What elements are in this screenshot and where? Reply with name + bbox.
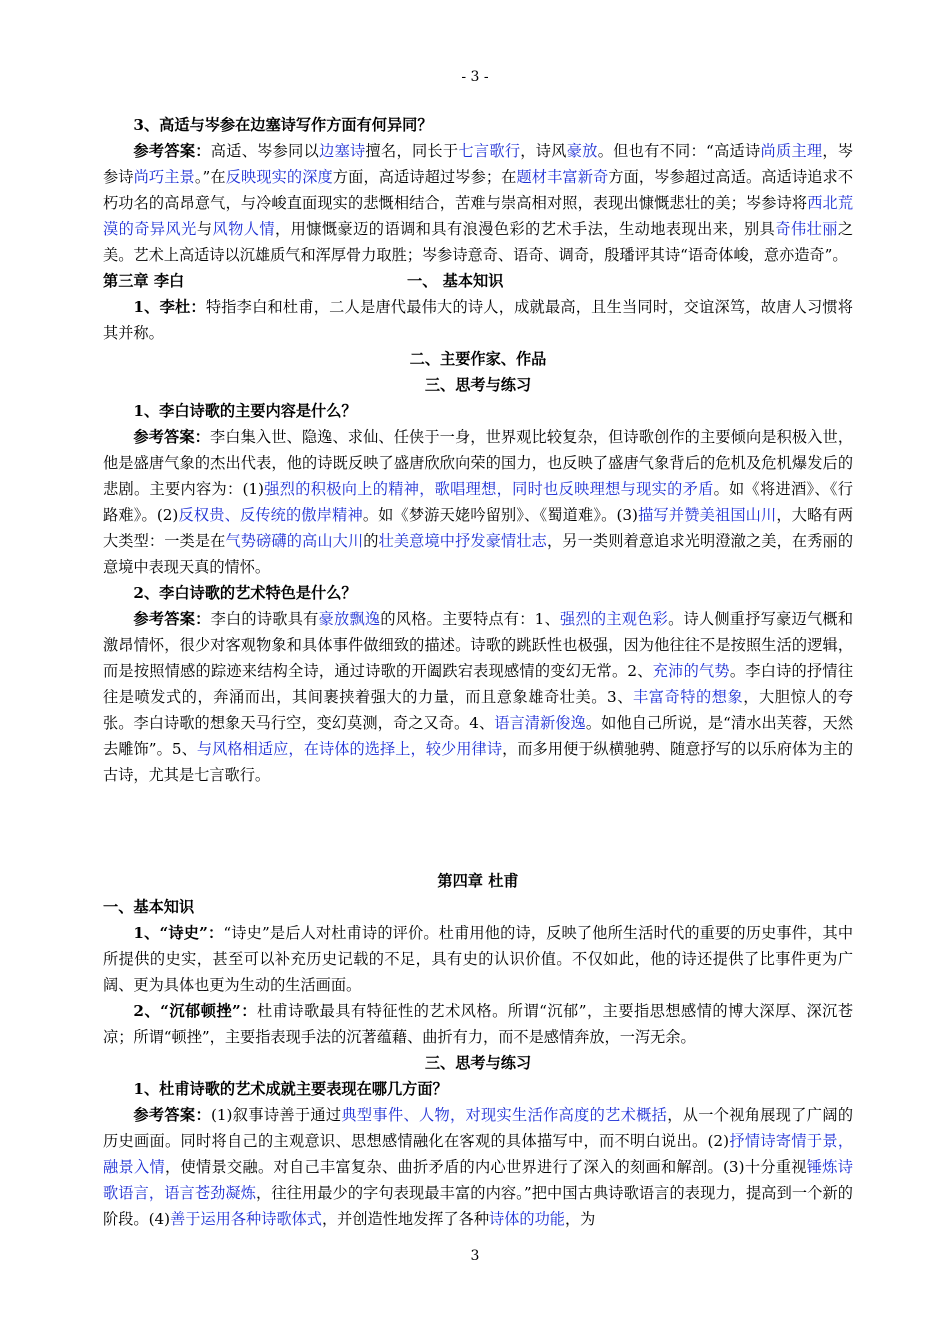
answer-text: ，诗风 [520,142,567,160]
term-title: 1、“诗史”： [133,924,224,942]
answer-text: 方面，高适诗超过岑参；在 [332,168,517,186]
answer-highlight: 反映现实的深度 [225,168,333,186]
section-basic-knowledge: 一、 基本知识 [407,272,504,290]
answer-text: ，为 [564,1210,596,1228]
section-exercises: 三、思考与练习 [424,376,532,394]
answer-highlight: 边塞诗 [319,142,366,160]
answer-highlight: 丰富奇特的想象 [633,688,744,706]
answer-highlight: 七言歌行 [458,142,521,160]
answer-text: ，另一类则着意追求光明澄澈之美，在秀丽的意境中表现天真的情怀。 [103,532,854,576]
answer-highlight: 风物人情 [212,220,275,238]
term-text: 杜甫诗歌最具有特征性的艺术风格。所谓“沉郁”，主要指思想感情的博大深厚、深沉苍凉；所谓“顿挫”，主要指表现手法的沉著蕴藉、曲折有力，而不是感情奔放，一泻无余。 [103,1002,853,1046]
ch4-question-1-title: 1、杜甫诗歌的艺术成就主要表现在哪几方面？ [133,1080,448,1098]
answer-highlight: 豪放飘逸 [318,610,381,628]
answer-highlight: 壮美意境中抒发豪情壮志 [378,532,547,550]
answer-label: 参考答案： [133,1106,211,1124]
page-number-bottom: 3 [470,1248,480,1264]
answer-text: 与 [196,220,213,238]
chapter-3-heading-row [103,268,853,294]
section-main-authors: 二、主要作家、作品 [409,350,547,368]
answer-text: 方面，岑参超过高适。高适诗追求不朽功名的高昂意气，与冷峻直面现实的悲慨相结合，苦难与崇高相对照，表现出慷慨悲壮的美；岑参诗将 [103,168,854,212]
answer-text: ，用慷慨豪迈的语调和具有浪漫色彩的艺术手法，生动地表现出来，别具 [275,220,776,238]
chapter-4-title: 第四章 杜甫 [437,872,519,890]
answer-highlight: 善于运用各种诗歌体式 [170,1210,322,1228]
term-title: 2、“沉郁顿挫”： [133,1002,257,1020]
answer-label: 参考答案： [133,428,210,446]
ch4-section-basic-knowledge: 一、基本知识 [103,898,195,916]
answer-highlight: 西北荒漠的奇异风光 [103,194,854,238]
answer-text: 李白集入世、隐逸、求仙、任侠于一身，世界观比较复杂，但诗歌创作的主要倾向是积极入世，他是盛唐气象的杰出代表，他的诗既反映了盛唐欣欣向荣的国力，也反映了盛唐气象背后的危机及危机爆发后的悲剧。主要内容为：(1) [103,428,854,498]
answer-highlight: 反权贵、反传统的傲岸精神 [178,506,363,524]
answer-text: ，往往用最少的字句表现最丰富的内容。”把中国古典诗歌语言的表现力，提高到一个新的阶段。(4) [103,1184,853,1228]
term-chenyu-dunchuo [103,998,853,1050]
answer-highlight: 语言清新俊逸 [494,714,586,732]
answer-text: 擅名，同长于 [365,142,459,160]
ch3-question-1-title: 1、李白诗歌的主要内容是什么？ [133,402,357,420]
answer-text: ，大略有两大类型：一类是在 [103,506,854,550]
answer-text: 。如《将进酒》、《行路难》。(2) [103,480,853,524]
answer-text: ，而多用便于纵横驰骋、随意抒写的以乐府体为主的古诗，尤其是七言歌行。 [103,740,854,784]
chapter-3-title: 第三章 李白 [103,272,185,290]
answer-label: 参考答案： [133,142,211,160]
answer-highlight: 典型事件、人物，对现实生活作高度的艺术概括 [341,1106,668,1124]
answer-text: 高适、岑参同以 [210,142,320,160]
answer-highlight: 充沛的气势 [652,662,730,680]
answer-text: 李白的诗歌具有 [210,610,319,628]
page-number-top: - 3 - [461,69,489,85]
answer-highlight: 描写并赞美祖国山川 [638,506,777,524]
answer-highlight: 题材丰富新奇 [516,168,609,186]
answer-text: ，岑参诗 [103,142,854,186]
answer-text: ，使情景交融。对自己丰富复杂、曲折矛盾的内心世界进行了深入的刻画和解剖。(3)十分重视 [165,1158,807,1176]
term-text: 特指李白和杜甫，二人是唐代最伟大的诗人，成就最高，且生当同时，交谊深笃，故唐人习惯将其并称。 [103,298,853,342]
term-title: 1、李杜： [133,298,206,316]
ch3-question-1-answer [103,424,853,580]
answer-highlight: 锤炼诗歌语言，语言苍劲凝炼 [103,1158,853,1202]
answer-highlight: 豪放 [566,142,598,160]
answer-highlight: 诗体的功能 [489,1210,565,1228]
answer-text: 的 [363,532,379,550]
term-poetic-history [103,920,853,998]
answer-highlight: 尚巧主景 [133,168,195,186]
answer-text: ，从一个视角展现了广阔的历史画面。同时将自己的主观意识、思想感情融化在客观的具体描写中，而不明白说出。(2) [103,1106,854,1150]
ch4-section-exercises: 三、思考与练习 [424,1054,532,1072]
question-3-answer [103,138,853,268]
answer-label: 参考答案： [133,610,211,628]
answer-highlight: 尚质主理 [760,142,823,160]
answer-text: 。”在 [194,168,226,186]
ch3-question-2-answer [103,606,853,788]
answer-text: 。李白诗的抒情往往是喷发式的，奔涌而出，其间裹挟着强大的力量，而且意象雄奇壮美。3、 [103,662,854,706]
answer-text: 之美。艺术上高适诗以沉雄质气和浑厚骨力取胜；岑参诗意奇、语奇、调奇，殷璠评其诗“语奇体峻，意亦造奇”。 [103,220,854,264]
answer-text: ，并创造性地发挥了各种 [321,1210,490,1228]
term-text: “诗史”是后人对杜甫诗的评价。杜甫用他的诗，反映了他所生活时代的重要的历史事件，其中所提供的史实，甚至可以补充历史记载的不足，具有史的认识价值。不仅如此，他的诗还提供了比事件更为广阔、更为具体也更为生动的生活画面。 [103,924,854,994]
ch3-question-2-title: 2、李白诗歌的艺术特色是什么？ [133,584,357,602]
answer-highlight: 奇伟壮丽 [775,220,838,238]
answer-highlight: 抒情诗寄情于景，融景入情 [103,1132,854,1176]
answer-text: 的风格。主要特点有：1、 [380,610,561,628]
answer-highlight: 气势磅礴的高山大川 [225,532,364,550]
answer-text: 。如他自己所说，是“清水出芙蓉，天然去雕饰”。5、 [103,714,854,758]
question-3-title: 3、高适与岑参在边塞诗写作方面有何异同？ [133,116,433,134]
answer-text: 。但也有不同：“高适诗 [597,142,761,160]
answer-text: 。如《梦游天姥吟留别》、《蜀道难》。(3) [362,506,638,524]
answer-text: ，大胆惊人的夸张。李白诗歌的想象天马行空，变幻莫测，奇之又奇。4、 [103,688,853,732]
answer-text: 。诗人侧重抒写豪迈气概和激昂情怀，很少对客观物象和具体事件做细致的描述。诗歌的跳跃性也极强，因为他往往不是按照生活的逻辑，而是按照情感的踪迹来结构全诗，通过诗歌的开阖跌宕表现感情的变幻无常。2、 [103,610,854,680]
answer-highlight: 强烈的主观色彩 [560,610,669,628]
ch4-question-1-answer [103,1102,853,1232]
answer-highlight: 强烈的积极向上的精神，歌唱理想，同时也反映理想与现实的矛盾 [263,480,714,498]
spacer [103,788,853,868]
answer-text: (1)叙事诗善于通过 [210,1106,342,1124]
answer-highlight: 与风格相适应，在诗体的选择上，较少用律诗 [196,740,503,758]
page-content [103,112,853,1232]
term-li-du [103,294,853,346]
